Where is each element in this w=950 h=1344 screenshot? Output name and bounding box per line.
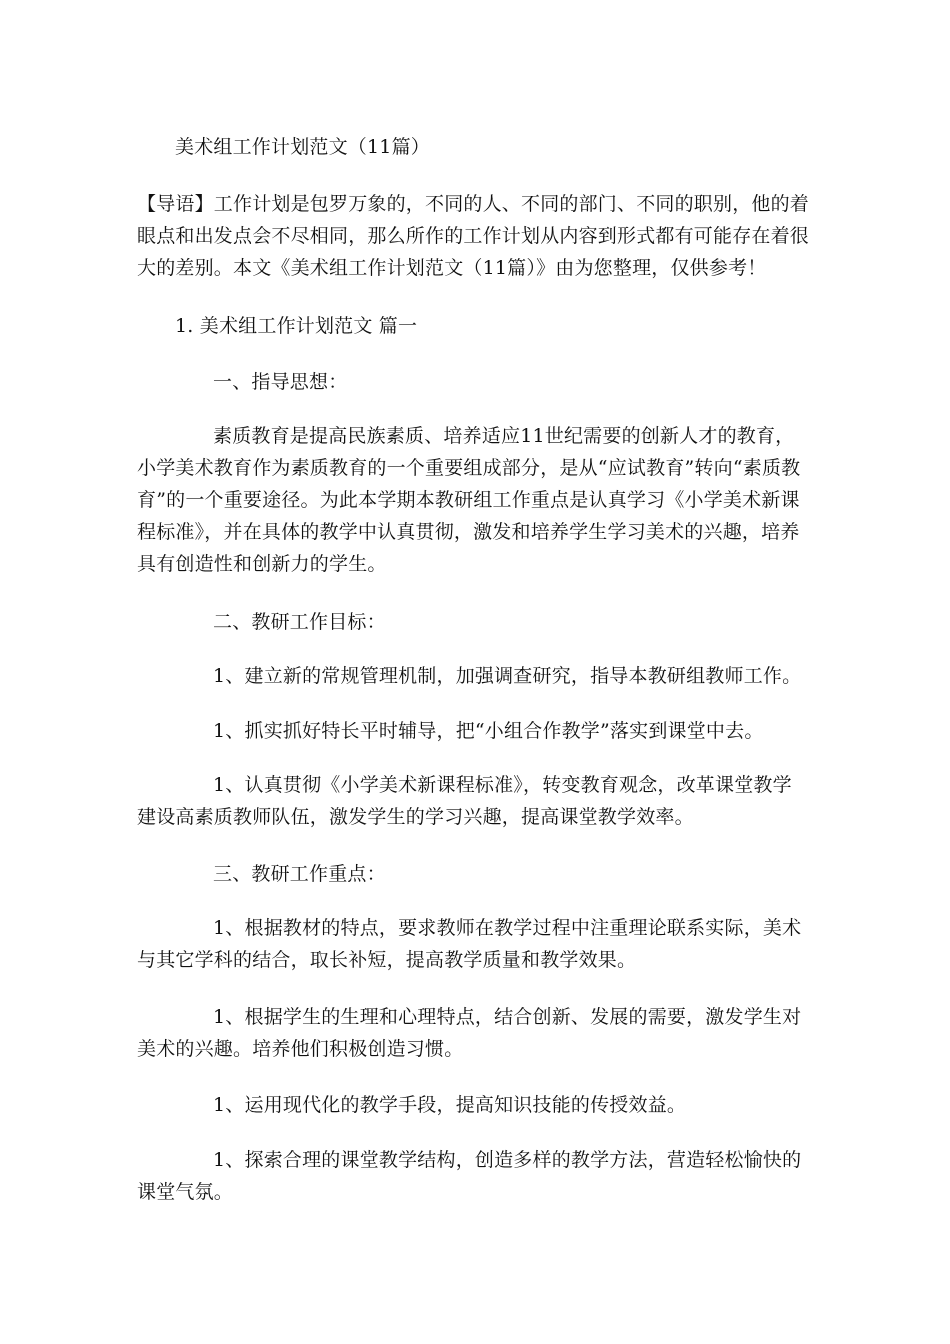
section-heading-guiding-thought: 一、指导思想： [213,371,348,393]
article-heading: 1. 美术组工作计划范文 篇一 [175,315,418,337]
research-goal-item: 1、认真贯彻《小学美术新课程标准》，转变教育观念，改革课堂教学建设高素质教师队伍，激发学生的学习兴趣，提高课堂教学效率。 [137,774,792,828]
lead-paragraph: 【导语】工作计划是包罗万象的，不同的人、不同的部门、不同的职别，他的着眼点和出发点会不尽相同，那么所作的工作计划从内容到形式都有可能存在着很大的差别。本文《美术组工作计划范文（11篇）》由为您整理，仅供参考！ [137,193,810,279]
document-title: 美术组工作计划范文（11篇） [175,136,430,158]
section-heading-research-focus: 三、教研工作重点： [213,863,386,885]
research-focus-item: 1、运用现代化的教学手段，提高知识技能的传授效益。 [213,1094,687,1116]
research-focus-item: 1、探索合理的课堂教学结构，创造多样的教学方法，营造轻松愉快的课堂气氛。 [137,1149,802,1203]
research-goal-item: 1、建立新的常规管理机制，加强调查研究，指导本教研组教师工作。 [213,665,802,687]
section-heading-research-goals: 二、教研工作目标： [213,611,386,633]
research-focus-item: 1、根据学生的生理和心理特点，结合创新、发展的需要，激发学生对美术的兴趣。培养他们积极创造习惯。 [137,1006,802,1060]
research-goal-item: 1、抓实抓好特长平时辅导，把“小组合作教学”落实到课堂中去。 [213,720,764,742]
research-focus-item: 1、根据教材的特点，要求教师在教学过程中注重理论联系实际，美术与其它学科的结合，取长补短，提高教学质量和教学效果。 [137,917,802,971]
guiding-thought-paragraph: 素质教育是提高民族素质、培养适应11世纪需要的创新人才的教育，小学美术教育作为素质教育的一个重要组成部分，是从“应试教育”转向“素质教育”的一个重要途径。为此本学期本教研组工作重点是认真学习《小学美术新课程标准》，并在具体的教学中认真贯彻，激发和培养学生学习美术的兴趣，培养具有创造性和创新力的学生。 [137,425,801,575]
